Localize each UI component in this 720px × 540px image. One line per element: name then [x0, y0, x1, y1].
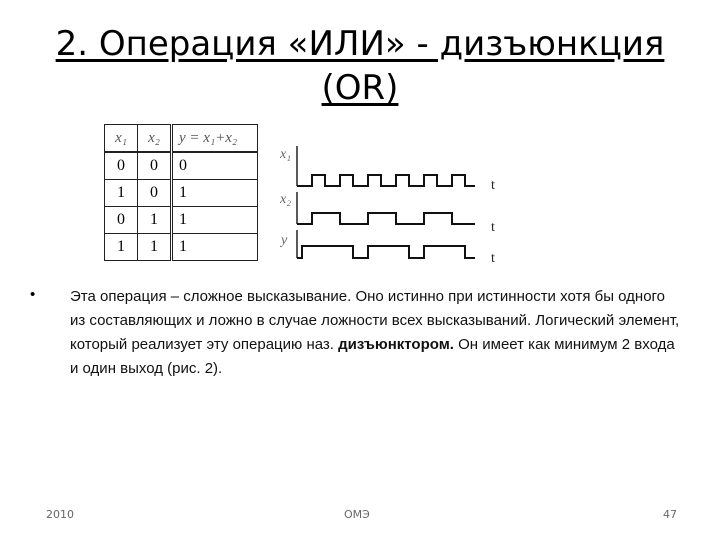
- signal-label-x2: x₂: [280, 192, 292, 207]
- header-y: y = x₁+x₂: [172, 125, 258, 153]
- table-cell: 0: [172, 152, 258, 180]
- table-cell: 1: [105, 180, 138, 207]
- bullet-marker: •: [30, 286, 36, 303]
- table-cell: 1: [138, 234, 172, 261]
- signal-axis-label-x1: t: [491, 178, 495, 193]
- body-text-part2: Он имеет как минимум 2 входа и один выход (рис. 2).: [70, 336, 675, 377]
- table-row: [105, 152, 258, 180]
- footer-center: ОМЭ: [344, 508, 370, 521]
- slide-title: [40, 22, 680, 110]
- signal-wave-x1: [297, 175, 475, 186]
- header-x2: x₂: [138, 125, 172, 153]
- header-x1: x₁: [105, 125, 138, 153]
- signal-label-x1: x₁: [280, 147, 292, 162]
- table-cell: 0: [138, 180, 172, 207]
- title-line-2: (OR): [321, 68, 399, 108]
- truth-table: [104, 124, 258, 261]
- title-line-1: 2. Операция «ИЛИ» - дизъюнкция: [55, 24, 665, 64]
- footer-page-number: 47: [663, 508, 677, 521]
- signal-axis-label-x2: t: [491, 220, 495, 235]
- body-paragraph: [70, 285, 680, 381]
- table-row: [105, 180, 258, 207]
- timing-diagram: [280, 142, 510, 267]
- table-cell: 1: [138, 207, 172, 234]
- body-text-bold: дизъюнктором.: [338, 336, 454, 353]
- table-cell: 1: [172, 207, 258, 234]
- table-row: [105, 234, 258, 261]
- footer-year: 2010: [46, 508, 74, 521]
- signal-wave-y: [297, 246, 475, 258]
- body-text-part1: Эта операция – сложное высказывание. Оно истинно при истинности хотя бы одного из составляющих и ложно в случае ложности всех высказываний. Логический элемент, который реализует эту операцию наз.: [70, 288, 680, 353]
- signal-axis-label-y: t: [491, 251, 495, 266]
- table-cell: 1: [105, 234, 138, 261]
- table-cell: 1: [172, 180, 258, 207]
- truth-table-header: [105, 125, 258, 153]
- signal-wave-x2: [297, 213, 475, 224]
- table-cell: 0: [105, 152, 138, 180]
- table-row: [105, 207, 258, 234]
- signal-label-y: y: [281, 233, 288, 248]
- table-cell: 1: [172, 234, 258, 261]
- table-cell: 0: [138, 152, 172, 180]
- table-cell: 0: [105, 207, 138, 234]
